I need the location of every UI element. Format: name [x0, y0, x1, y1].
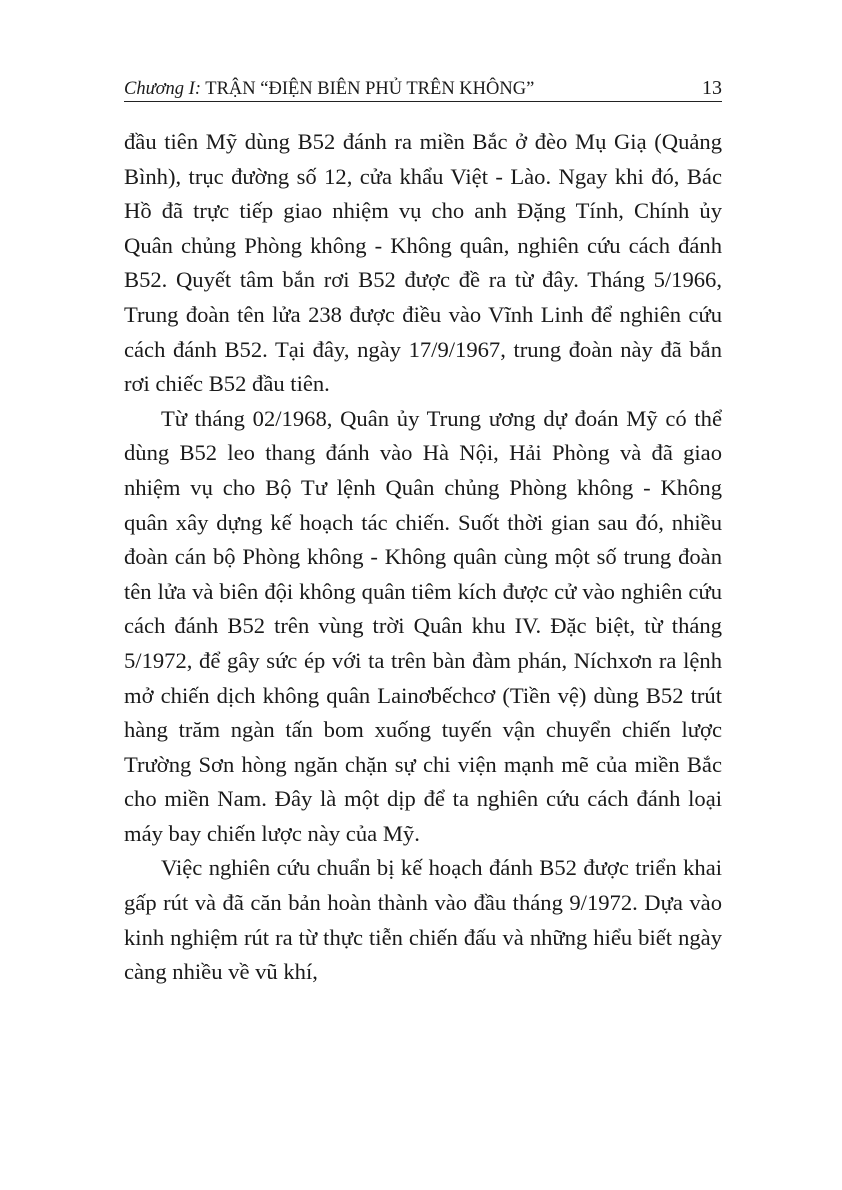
paragraph: Từ tháng 02/1968, Quân ủy Trung ương dự đoán Mỹ có thể dùng B52 leo thang đánh vào Hà Nội, Hải Phòng và đã giao nhiệm vụ cho Bộ Tư lệnh Quân chủng Phòng không - Không quân xây dựng kế hoạch tác chiến. Suốt thời gian sau đó, nhiều đoàn cán bộ Phòng không - Không quân cùng một số trung đoàn tên lửa và biên đội không quân tiêm kích được cử vào nghiên cứu cách đánh B52 trên vùng trời Quân khu IV. Đặc biệt, từ tháng 5/1972, để gây sức ép với ta trên bàn đàm phán, Níchxơn ra lệnh mở chiến dịch không quân Lainơbếchcơ (Tiền vệ) dùng B52 trút hàng trăm ngàn tấn bom xuống tuyến vận chuyển chiến lược Trường Sơn hòng ngăn chặn sự chi viện mạnh mẽ của miền Bắc cho miền Nam. Đây là một dịp để ta nghiên cứu cách đánh loại máy bay chiến lược này của Mỹ.	[124, 405, 722, 846]
chapter-title: TRẬN “ĐIỆN BIÊN PHỦ TRÊN KHÔNG”	[201, 79, 535, 99]
header-divider	[124, 101, 722, 102]
running-header	[124, 70, 722, 100]
paragraph: Việc nghiên cứu chuẩn bị kế hoạch đánh B52 được triển khai gấp rút và đã căn bản hoàn thành vào đầu tháng 9/1972. Dựa vào kinh nghiệm rút ra từ thực tiễn chiến đấu và những hiểu biết ngày càng nhiều về vũ khí,	[124, 855, 722, 985]
chapter-label: Chương I:	[124, 79, 201, 99]
page-number: 13	[702, 77, 722, 99]
body-text	[124, 125, 722, 990]
chapter-heading	[124, 79, 534, 100]
paragraph-continuation: đầu tiên Mỹ dùng B52 đánh ra miền Bắc ở đèo Mụ Giạ (Quảng Bình), trục đường số 12, cửa khẩu Việt - Lào. Ngay khi đó, Bác Hồ đã trực tiếp giao nhiệm vụ cho anh Đặng Tính, Chính ủy Quân chủng Phòng không - Không quân, nghiên cứu cách đánh B52. Quyết tâm bắn rơi B52 được đề ra từ đây. Tháng 5/1966, Trung đoàn tên lửa 238 được điều vào Vĩnh Linh để nghiên cứu cách đánh B52. Tại đây, ngày 17/9/1967, trung đoàn này đã bắn rơi chiếc B52 đầu tiên.	[124, 129, 722, 397]
